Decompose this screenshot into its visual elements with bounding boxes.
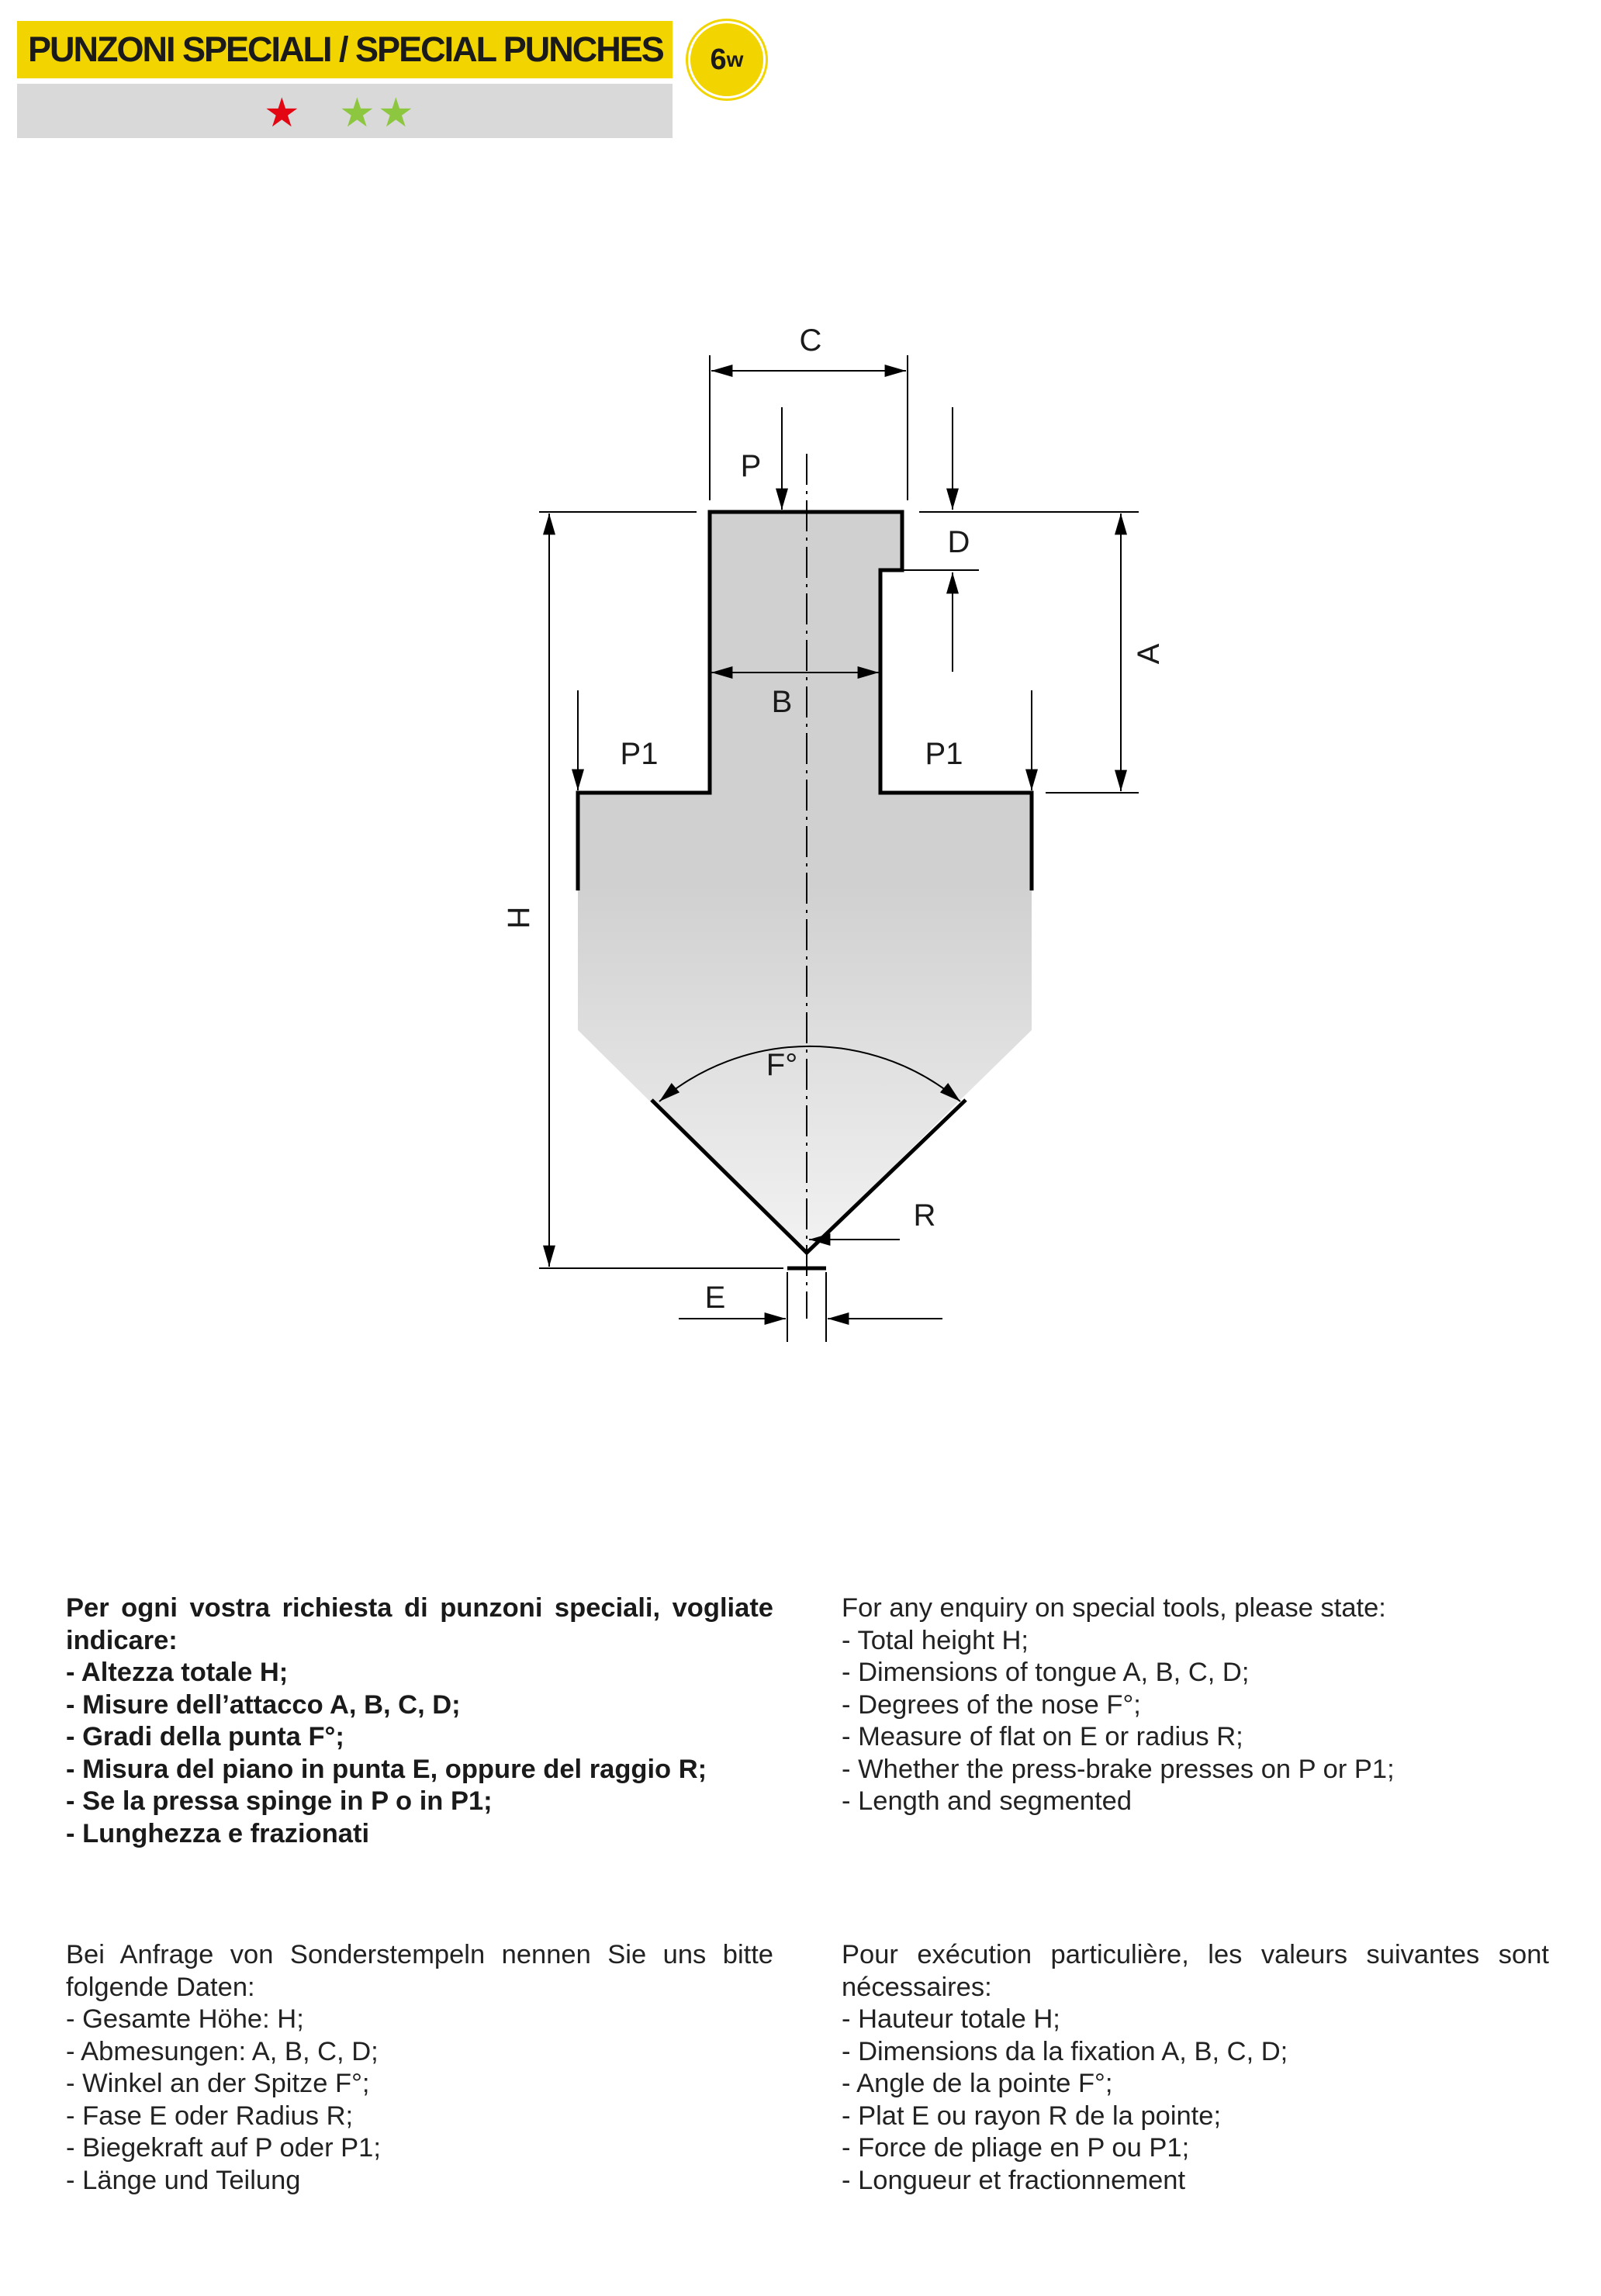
text-block-french xyxy=(842,1939,1549,2197)
page-title-text: PUNZONI SPECIALI / SPECIAL PUNCHES xyxy=(28,29,663,69)
italian-list xyxy=(66,1657,773,1850)
list-item: - Altezza totale H; xyxy=(66,1657,773,1689)
list-item: - Gesamte Höhe: H; xyxy=(66,2004,773,2036)
text-block-german xyxy=(66,1939,773,2197)
label-H: H xyxy=(501,906,535,929)
star-icon-green: ★ xyxy=(339,91,375,136)
list-item: - Total height H; xyxy=(842,1625,1549,1658)
punch-body xyxy=(578,512,1032,1253)
list-item: - Longueur et fractionnement xyxy=(842,2165,1549,2197)
list-item: - Dimensions of tongue A, B, C, D; xyxy=(842,1657,1549,1689)
label-E: E xyxy=(704,1281,726,1315)
badge-number: 6 xyxy=(710,43,727,76)
english-list xyxy=(842,1625,1549,1818)
list-item: - Plat E ou rayon R de la pointe; xyxy=(842,2101,1549,2133)
french-list xyxy=(842,2004,1549,2197)
list-item: - Lunghezza e frazionati xyxy=(66,1818,773,1851)
german-intro: Bei Anfrage von Sonderstempeln nennen Sie uns bitte folgende Daten: xyxy=(66,1940,773,2002)
italian-intro: Per ogni vostra richiesta di punzoni speciali, vogliate indicare: xyxy=(66,1593,773,1655)
list-item: - Biegekraft auf P oder P1; xyxy=(66,2132,773,2165)
label-P: P xyxy=(740,449,762,483)
list-item: - Angle de la pointe F°; xyxy=(842,2068,1549,2101)
list-item: - Abmesungen: A, B, C, D; xyxy=(66,2036,773,2069)
list-item: - Degrees of the nose F°; xyxy=(842,1689,1549,1722)
list-item: - Hauteur totale H; xyxy=(842,2004,1549,2036)
label-B: B xyxy=(771,685,793,719)
list-item: - Misura del piano in punta E, oppure del raggio R; xyxy=(66,1754,773,1786)
text-block-english xyxy=(842,1592,1549,1818)
english-intro: For any enquiry on special tools, please state: xyxy=(842,1593,1386,1623)
french-intro: Pour exécution particulière, les valeurs suivantes sont nécessaires: xyxy=(842,1940,1549,2002)
badge-suffix: w xyxy=(726,47,744,71)
label-P1-right: P1 xyxy=(925,737,963,771)
list-item: - Winkel an der Spitze F°; xyxy=(66,2068,773,2101)
list-item: - Length and segmented xyxy=(842,1786,1549,1818)
label-C: C xyxy=(799,323,822,358)
label-R: R xyxy=(913,1198,936,1233)
list-item: - Se la pressa spinge in P o in P1; xyxy=(66,1786,773,1818)
label-P1-left: P1 xyxy=(620,737,659,771)
german-list xyxy=(66,2004,773,2197)
list-item: - Gradi della punta F°; xyxy=(66,1721,773,1754)
list-item: - Force de pliage en P ou P1; xyxy=(842,2132,1549,2165)
label-F: F° xyxy=(766,1048,798,1082)
list-item: - Fase E oder Radius R; xyxy=(66,2101,773,2133)
list-item: - Measure of flat on E or radius R; xyxy=(842,1721,1549,1754)
label-D: D xyxy=(947,525,970,559)
star-icon-green: ★ xyxy=(378,91,414,136)
list-item: - Länge und Teilung xyxy=(66,2165,773,2197)
list-item: - Misure dell’attacco A, B, C, D; xyxy=(66,1689,773,1722)
list-item: - Whether the press-brake presses on P or P1; xyxy=(842,1754,1549,1786)
label-A: A xyxy=(1132,643,1166,665)
list-item: - Dimensions da la fixation A, B, C, D; xyxy=(842,2036,1549,2069)
star-icon-red: ★ xyxy=(264,91,300,136)
text-block-italian xyxy=(66,1592,773,1850)
